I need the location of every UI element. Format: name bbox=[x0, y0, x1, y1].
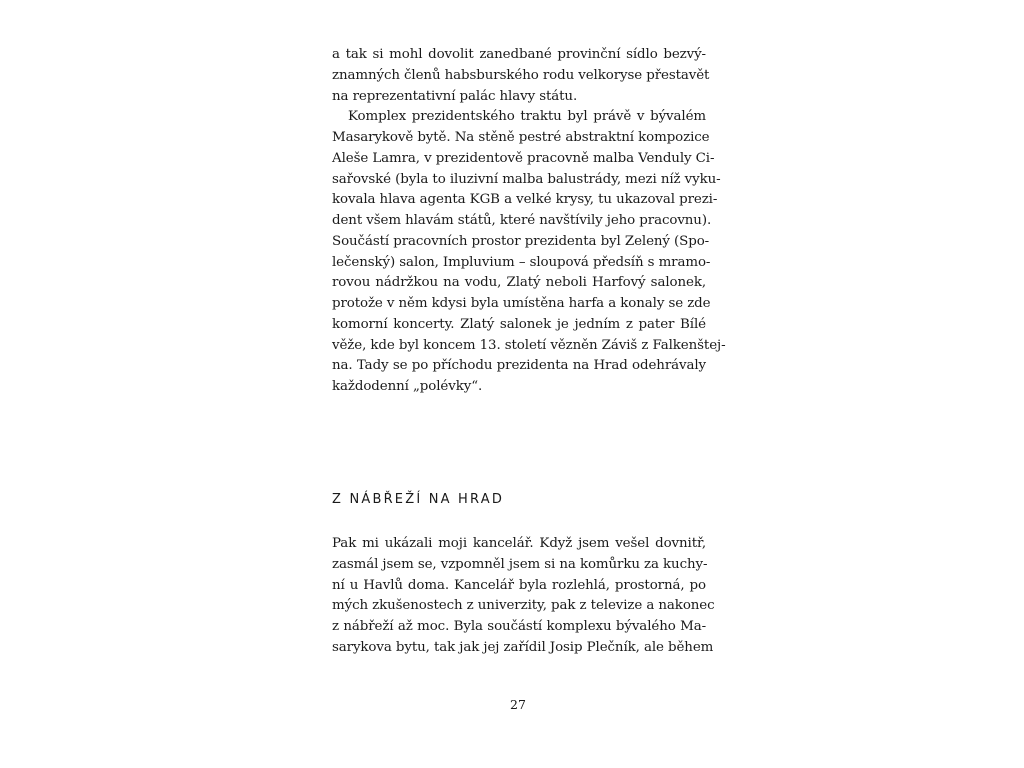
section-heading: Z NÁBŘEŽÍ NA HRAD bbox=[332, 492, 505, 507]
text-line: ní u Havlů doma. Kancelář byla rozlehlá, prostorná, po bbox=[332, 577, 706, 593]
text-line: na. Tady se po příchodu prezidenta na Hrad odehrávaly bbox=[332, 358, 706, 374]
text-line: z nábřeží až moc. Byla součástí komplexu bývalého Ma- bbox=[332, 619, 706, 634]
text-line: rovou nádržkou na vodu, Zlatý neboli Harfový salonek, bbox=[332, 275, 706, 291]
text-column-section bbox=[332, 534, 715, 659]
text-line: Pak mi ukázali moji kancelář. Když jsem vešel dovnitř, bbox=[332, 536, 706, 551]
text-line: Masarykově bytě. Na stěně pestré abstraktní kompozice bbox=[332, 130, 710, 145]
paragraph-office bbox=[332, 534, 715, 659]
text-line: zasmál jsem se, vzpomněl jsem si na komůrku za kuchy- bbox=[332, 556, 708, 572]
paragraph-presidential-complex bbox=[332, 107, 726, 398]
text-line: Aleše Lamra, v prezidentově pracovně malba Venduly Ci- bbox=[332, 150, 715, 166]
text-line: a tak si mohl dovolit zanedbané provinční sídlo bezvý- bbox=[332, 47, 706, 62]
text-column-top bbox=[332, 45, 726, 398]
text-line: na reprezentativní palác hlavy státu. bbox=[332, 88, 578, 104]
text-line: Součástí pracovních prostor prezidenta byl Zelený (Spo- bbox=[332, 233, 710, 249]
text-line: Komplex prezidentského traktu byl právě v bývalém bbox=[348, 109, 706, 125]
text-line: lečenský) salon, Impluvium – sloupová předsíň s mramo- bbox=[332, 254, 711, 270]
text-line: sařovské (byla to iluzivní malba balustrády, mezi níž vyku- bbox=[332, 171, 721, 187]
paragraph-continuation bbox=[332, 45, 710, 107]
text-line: protože v něm kdysi byla umístěna harfa a konaly se zde bbox=[332, 296, 711, 311]
text-line: komorní koncerty. Zlatý salonek je jedním z pater Bílé bbox=[332, 316, 706, 332]
text-line: věže, kde byl koncem 13. století vězněn Záviš z Falkenštej- bbox=[332, 337, 726, 353]
page-number: 27 bbox=[510, 697, 526, 712]
text-line: mých zkušenostech z univerzity, pak z televize a nakonec bbox=[332, 598, 715, 614]
text-line: znamných členů habsburského rodu velkoryse přestavět bbox=[332, 67, 710, 83]
text-line: každodenní „polévky“. bbox=[332, 379, 483, 394]
text-line: dent všem hlavám států, které navštívily jeho pracovnu). bbox=[332, 213, 712, 228]
text-line: sarykova bytu, tak jak jej zařídil Josip Plečník, ale během bbox=[332, 639, 714, 655]
text-line: kovala hlava agenta KGB a velké krysy, tu ukazoval prezi- bbox=[332, 192, 718, 208]
